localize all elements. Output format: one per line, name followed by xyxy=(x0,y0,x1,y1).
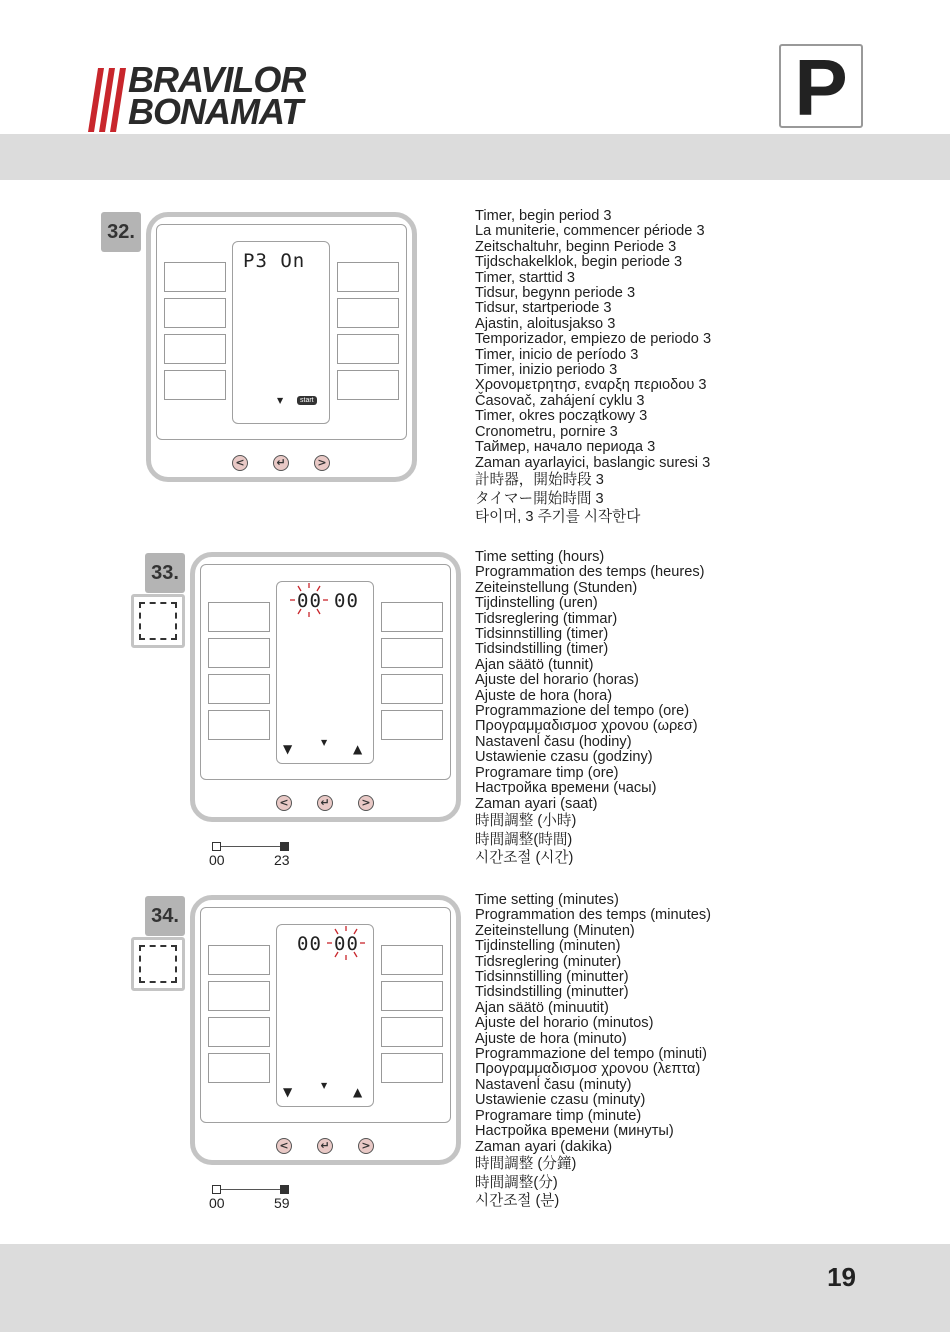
page-number: 19 xyxy=(827,1262,856,1292)
text-line: 타이머, 3 주기를 시작한다 xyxy=(475,508,641,525)
text-line: Programare timp (ore) xyxy=(475,764,619,781)
text-line: Nastavenĺ času (hodiny) xyxy=(475,733,632,750)
device-panel-34 xyxy=(190,895,461,1165)
text-line: Tidsreglering (minuter) xyxy=(475,953,622,970)
next-button[interactable]: > xyxy=(358,1138,374,1154)
text-line: Programmation des temps (minutes) xyxy=(475,907,712,924)
step-badge-33: 33. xyxy=(145,553,185,593)
text-line: 時間調整(時間) xyxy=(475,832,573,849)
right-button-3[interactable] xyxy=(381,674,443,704)
range-line xyxy=(221,1189,280,1190)
text-line: 시간조절 (분) xyxy=(475,1192,560,1209)
prev-button[interactable]: < xyxy=(276,795,292,811)
up-arrow-icon: ▲ xyxy=(353,1085,363,1099)
text-line: Ajan säätö (minuutit) xyxy=(475,999,609,1016)
text-line: Προγραμμαδισμοσ χρονου (λεπτα) xyxy=(475,1061,701,1078)
lcd-minutes-value: 00 xyxy=(334,590,359,612)
lcd-hours-value: 00 xyxy=(297,590,322,612)
range-indicator-34 xyxy=(209,1185,299,1215)
text-line: Temporizador, empiezo de periodo 3 xyxy=(475,331,712,348)
text-list-33 xyxy=(475,550,705,866)
right-button-1[interactable] xyxy=(337,262,399,292)
left-button-4[interactable] xyxy=(208,1053,270,1083)
left-button-3[interactable] xyxy=(208,1017,270,1047)
small-down-arrow-icon: ▼ xyxy=(321,738,328,747)
text-list-32 xyxy=(475,209,711,525)
right-button-1[interactable] xyxy=(381,602,443,632)
text-line: Zaman ayari (dakika) xyxy=(475,1138,613,1155)
text-line: Zaman ayari (saat) xyxy=(475,795,598,812)
range-max-label: 23 xyxy=(274,852,290,868)
language-mark xyxy=(779,43,863,132)
text-line: Настройка времени (часы) xyxy=(475,780,657,797)
right-button-2[interactable] xyxy=(381,638,443,668)
enter-button[interactable]: ↵ xyxy=(317,795,333,811)
range-max-marker xyxy=(280,1185,289,1194)
text-line: タイマー開始時間 3 xyxy=(475,491,604,508)
right-button-3[interactable] xyxy=(381,1017,443,1047)
range-indicator-33 xyxy=(209,842,299,872)
down-arrow-icon: ▼ xyxy=(283,1085,293,1099)
left-button-2[interactable] xyxy=(208,638,270,668)
lcd-display-33 xyxy=(276,581,374,764)
range-min-marker xyxy=(212,842,221,851)
text-line: Time setting (hours) xyxy=(475,549,605,565)
text-line: Time setting (minutes) xyxy=(475,892,619,908)
range-max-marker xyxy=(280,842,289,851)
text-line: Ajastin, aloitusjakso 3 xyxy=(475,315,616,332)
text-line: Nastavenĺ času (minuty) xyxy=(475,1076,632,1093)
text-line: Ajuste del horario (minutos) xyxy=(475,1015,654,1032)
text-line: 時間調整 (分鐘) xyxy=(475,1155,577,1172)
text-line: Tidsreglering (timmar) xyxy=(475,610,618,627)
text-line: Tidsinnstilling (timer) xyxy=(475,626,609,643)
right-button-4[interactable] xyxy=(381,1053,443,1083)
text-line: Ustawienie czasu (minuty) xyxy=(475,1092,646,1109)
step-badge-34: 34. xyxy=(145,896,185,936)
lcd-minutes-value: 00 xyxy=(334,933,359,955)
text-line: Tijdinstelling (uren) xyxy=(475,595,598,612)
text-line: Tidsinnstilling (minutter) xyxy=(475,969,629,986)
lcd-display-34 xyxy=(276,924,374,1107)
text-line: 時間調整(分) xyxy=(475,1175,558,1192)
text-line: Zeiteinstellung (Stunden) xyxy=(475,579,638,596)
language-mark-letter: P xyxy=(794,43,848,132)
left-button-4[interactable] xyxy=(208,710,270,740)
text-line: Programmation des temps (heures) xyxy=(475,564,705,581)
logo-stripes-icon xyxy=(88,68,128,132)
logo-text xyxy=(128,59,306,132)
start-tag: start xyxy=(297,396,317,405)
device-panel-32 xyxy=(146,212,417,482)
text-line: Programare timp (minute) xyxy=(475,1107,642,1124)
footer-band xyxy=(0,1244,950,1332)
dashed-frame-icon xyxy=(139,602,177,640)
text-line: Ajuste de hora (minuto) xyxy=(475,1030,627,1047)
text-line: Timer, inizio periodo 3 xyxy=(475,362,618,379)
text-line: Cronometru, pornire 3 xyxy=(475,423,618,440)
text-line: Programmazione del tempo (minuti) xyxy=(475,1046,707,1063)
left-button-3[interactable] xyxy=(164,334,226,364)
header-band xyxy=(0,134,950,180)
step-badge-32: 32. xyxy=(101,212,141,252)
lcd-text: P3 On xyxy=(243,250,306,272)
up-arrow-icon: ▲ xyxy=(353,742,363,756)
text-line: Tidsindstilling (minutter) xyxy=(475,984,629,1001)
range-line xyxy=(221,846,280,847)
text-line: Таймер, начало периода 3 xyxy=(475,439,656,456)
left-button-2[interactable] xyxy=(164,298,226,328)
logo-line-2: BONAMAT xyxy=(128,91,303,132)
text-line: Ajuste de hora (hora) xyxy=(475,687,613,704)
small-down-arrow-icon: ▼ xyxy=(321,1081,328,1090)
next-button[interactable]: > xyxy=(314,455,330,471)
text-line: La muniterie, commencer période 3 xyxy=(475,223,705,240)
text-line: Tijdinstelling (minuten) xyxy=(475,938,621,955)
text-line: Tidsur, startperiode 3 xyxy=(475,300,612,317)
down-arrow-icon: ▼ xyxy=(277,396,284,405)
text-line: Προγραμμαδισμοσ χρονου (ωρεσ) xyxy=(475,718,698,735)
text-line: Χρονομετρητησ, εναρξη περιοδου 3 xyxy=(475,377,707,394)
lcd-hours-value: 00 xyxy=(297,933,322,955)
range-min-label: 00 xyxy=(209,1195,225,1211)
left-button-1[interactable] xyxy=(208,602,270,632)
right-button-4[interactable] xyxy=(337,370,399,400)
text-line: Настройка времени (минуты) xyxy=(475,1123,674,1140)
bravilor-logo xyxy=(88,59,348,134)
dashed-indicator-34 xyxy=(131,937,185,991)
text-line: 計時器，開始時段 3 xyxy=(475,471,604,488)
enter-button[interactable]: ↵ xyxy=(273,455,289,471)
text-list-34 xyxy=(475,893,711,1209)
text-line: Programmazione del tempo (ore) xyxy=(475,703,690,720)
dashed-frame-icon xyxy=(139,945,177,983)
text-line: Timer, inicio de período 3 xyxy=(475,346,639,363)
text-line: Timer, starttid 3 xyxy=(475,269,576,286)
text-line: Timer, begin period 3 xyxy=(475,208,612,224)
text-line: Tijdschakelklok, begin periode 3 xyxy=(475,254,683,271)
range-min-marker xyxy=(212,1185,221,1194)
enter-button[interactable]: ↵ xyxy=(317,1138,333,1154)
prev-button[interactable]: < xyxy=(276,1138,292,1154)
next-button[interactable]: > xyxy=(358,795,374,811)
text-line: Tidsindstilling (timer) xyxy=(475,641,609,658)
text-line: Zaman ayarlayici, baslangic suresi 3 xyxy=(475,454,711,471)
left-button-3[interactable] xyxy=(208,674,270,704)
down-arrow-icon: ▼ xyxy=(283,742,293,756)
device-panel-33 xyxy=(190,552,461,822)
text-line: Zeitschaltuhr, beginn Periode 3 xyxy=(475,238,677,255)
dashed-indicator-33 xyxy=(131,594,185,648)
left-button-1[interactable] xyxy=(208,945,270,975)
right-button-3[interactable] xyxy=(337,334,399,364)
range-min-label: 00 xyxy=(209,852,225,868)
left-button-2[interactable] xyxy=(208,981,270,1011)
text-line: Zeiteinstellung (Minuten) xyxy=(475,922,635,939)
text-line: 時間調整 (小時) xyxy=(475,812,577,829)
right-button-2[interactable] xyxy=(337,298,399,328)
lcd-display-32 xyxy=(232,241,330,424)
text-line: Časovač, zahájení cyklu 3 xyxy=(475,392,645,409)
text-line: Ajuste del horario (horas) xyxy=(475,672,639,689)
text-line: Ustawienie czasu (godziny) xyxy=(475,749,653,766)
text-line: Ajan säätö (tunnit) xyxy=(475,656,594,673)
text-line: Timer, okres początkowy 3 xyxy=(475,408,648,425)
text-line: 시간조절 (시간) xyxy=(475,849,574,866)
range-max-label: 59 xyxy=(274,1195,290,1211)
right-button-1[interactable] xyxy=(381,945,443,975)
logo-line-1: BRAVILOR xyxy=(128,59,306,100)
prev-button[interactable]: < xyxy=(232,455,248,471)
right-button-4[interactable] xyxy=(381,710,443,740)
text-line: Tidsur, begynn periode 3 xyxy=(475,285,636,302)
right-button-2[interactable] xyxy=(381,981,443,1011)
left-button-1[interactable] xyxy=(164,262,226,292)
left-button-4[interactable] xyxy=(164,370,226,400)
